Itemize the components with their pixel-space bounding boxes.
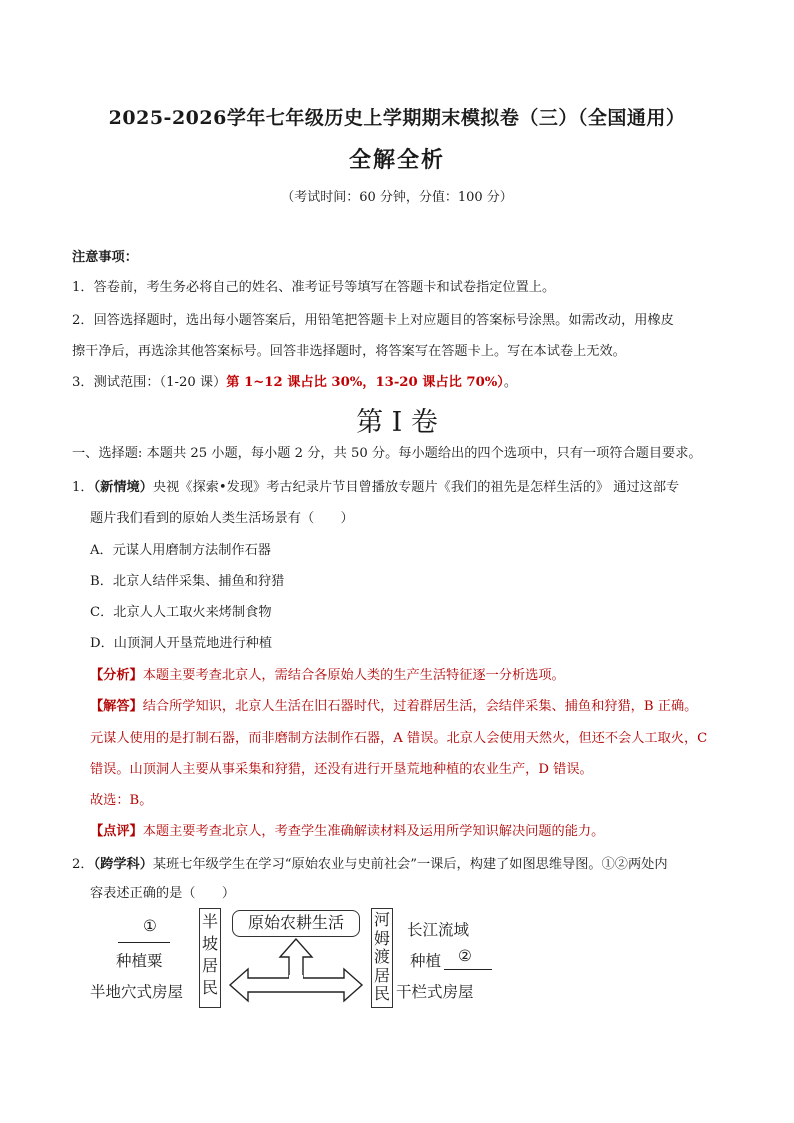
banpo-char: 居 [201, 956, 218, 975]
blank-1-underline [118, 942, 170, 943]
q2-tag: （跨学科） [93, 857, 153, 872]
note-1: 1．答卷前，考生务必将自己的姓名、准考证号等填写在答题卡和试卷指定位置上。 [72, 280, 556, 295]
q1-option-d: D．山顶洞人开垦荒地进行种植 [90, 636, 273, 651]
note-2-line-1: 2．回答选择题时，选出每小题答案后，用铅笔把答题卡上对应题目的答案标号涂黑。如需改动，用橡皮 [72, 313, 674, 328]
q1-option-c: C．北京人人工取火来烤制食物 [90, 605, 272, 620]
left-house: 半地穴式房屋 [90, 983, 184, 1001]
page-subtitle: 全解全析 [348, 147, 445, 173]
exam-meta: （考试时间：60 分钟，分值：100 分） [281, 190, 513, 205]
hemudu-char: 姆 [373, 928, 390, 948]
right-crop-prefix: 种植 [410, 952, 442, 970]
q2-stem-line-2: 容表述正确的是（ ） [90, 886, 236, 901]
q1-number: 1． [72, 480, 94, 495]
blank-2-underline [444, 969, 492, 970]
q1-analysis [90, 666, 565, 686]
q2-stem-line-1 [72, 855, 668, 875]
q1-answer-line-3: 错误。山顶洞人主要从事采集和狩猎，还没有进行开垦荒地种植的农业生产，D 错误。 [90, 762, 593, 777]
q2-stem-a: 某班七年级学生在学习“原始农业与史前社会”一课后，构建了如图思维导图。①②两处内 [152, 857, 668, 872]
right-region: 长江流域 [407, 921, 470, 939]
note-3-prefix: 3．测试范围：（1-20 课） [72, 375, 227, 390]
blank-1-marker: ① [143, 917, 157, 935]
q1-answer-a: 结合所学知识，北京人生活在旧石器时代，过着群居生活，会结伴采集、捕鱼和狩猎，B 正确。 [142, 699, 698, 714]
arrow-join [289, 975, 303, 983]
left-crop: 种植粟 [116, 952, 163, 970]
note-3-highlight: 第 1~12 课占比 30%，13-20 课占比 70%） [226, 375, 504, 390]
banpo-char: 坡 [201, 934, 218, 953]
note-3-suffix: 。 [503, 375, 518, 390]
blank-2-marker: ② [458, 947, 472, 965]
q1-comment [90, 822, 604, 842]
q1-choice: 故选：B。 [90, 793, 153, 808]
q1-answer-tag: 【解答】 [90, 699, 143, 714]
q2-number: 2． [72, 857, 94, 872]
section-title: 第 I 卷 [356, 407, 438, 438]
notes-heading: 注意事项： [72, 250, 138, 265]
mind-map-diagram [88, 905, 508, 1010]
q1-analysis-tag: 【分析】 [90, 668, 143, 683]
banpo-char: 民 [201, 978, 218, 997]
hemudu-char: 河 [373, 910, 390, 929]
up-arrow [280, 939, 312, 979]
section-instruction: 一、选择题: 本题共 25 小题，每小题 2 分，共 50 分。每小题给出的四个选项中，只有一项符合题目要求。 [72, 446, 702, 461]
q1-comment-tag: 【点评】 [90, 824, 143, 839]
hemudu-char: 渡 [373, 947, 390, 966]
note-2-line-2: 擦干净后，再选涂其他答案标号。回答非选择题时，将答案写在答题卡上。写在本试卷上无效。 [72, 344, 626, 359]
q1-comment-text: 本题主要考查北京人，考查学生准确解读材料及运用所学知识解决问题的能力。 [142, 824, 605, 839]
right-house: 干栏式房屋 [396, 983, 474, 1001]
q1-stem-line-1 [72, 478, 679, 498]
banpo-char: 半 [201, 912, 218, 931]
arrows-graphic [226, 935, 366, 1005]
banpo-box [199, 908, 221, 1008]
q1-answer-line-2: 元谋人使用的是打制石器，而非磨制方法制作石器，A 错误。北京人会使用天然火，但还不会人工取火，C [90, 731, 708, 746]
q1-analysis-text: 本题主要考查北京人，需结合各原始人类的生产生活特征逐一分析选项。 [142, 668, 565, 683]
page-title: 2025-2026学年七年级历史上学期期末模拟卷（三）（全国通用） [108, 107, 686, 129]
q1-stem-line-2: 题片我们看到的原始人类生活场景有（ ） [90, 511, 354, 526]
hemudu-char: 居 [373, 965, 390, 985]
q1-tag: （新情境） [93, 480, 153, 495]
q1-stem-a: 央视《探索•发现》考古纪录片节目曾播放专题片《我们的祖先是怎样生活的》 通过这部专 [152, 480, 680, 495]
center-box: 原始农耕生活 [232, 910, 360, 937]
q1-option-a: A．元谋人用磨制方法制作石器 [90, 543, 271, 558]
note-3 [72, 373, 517, 393]
q1-option-b: B．北京人结伴采集、捕鱼和狩猎 [90, 574, 285, 589]
hemudu-char: 民 [373, 984, 390, 1003]
hemudu-box [371, 908, 393, 1008]
q1-answer-line-1 [90, 697, 697, 717]
